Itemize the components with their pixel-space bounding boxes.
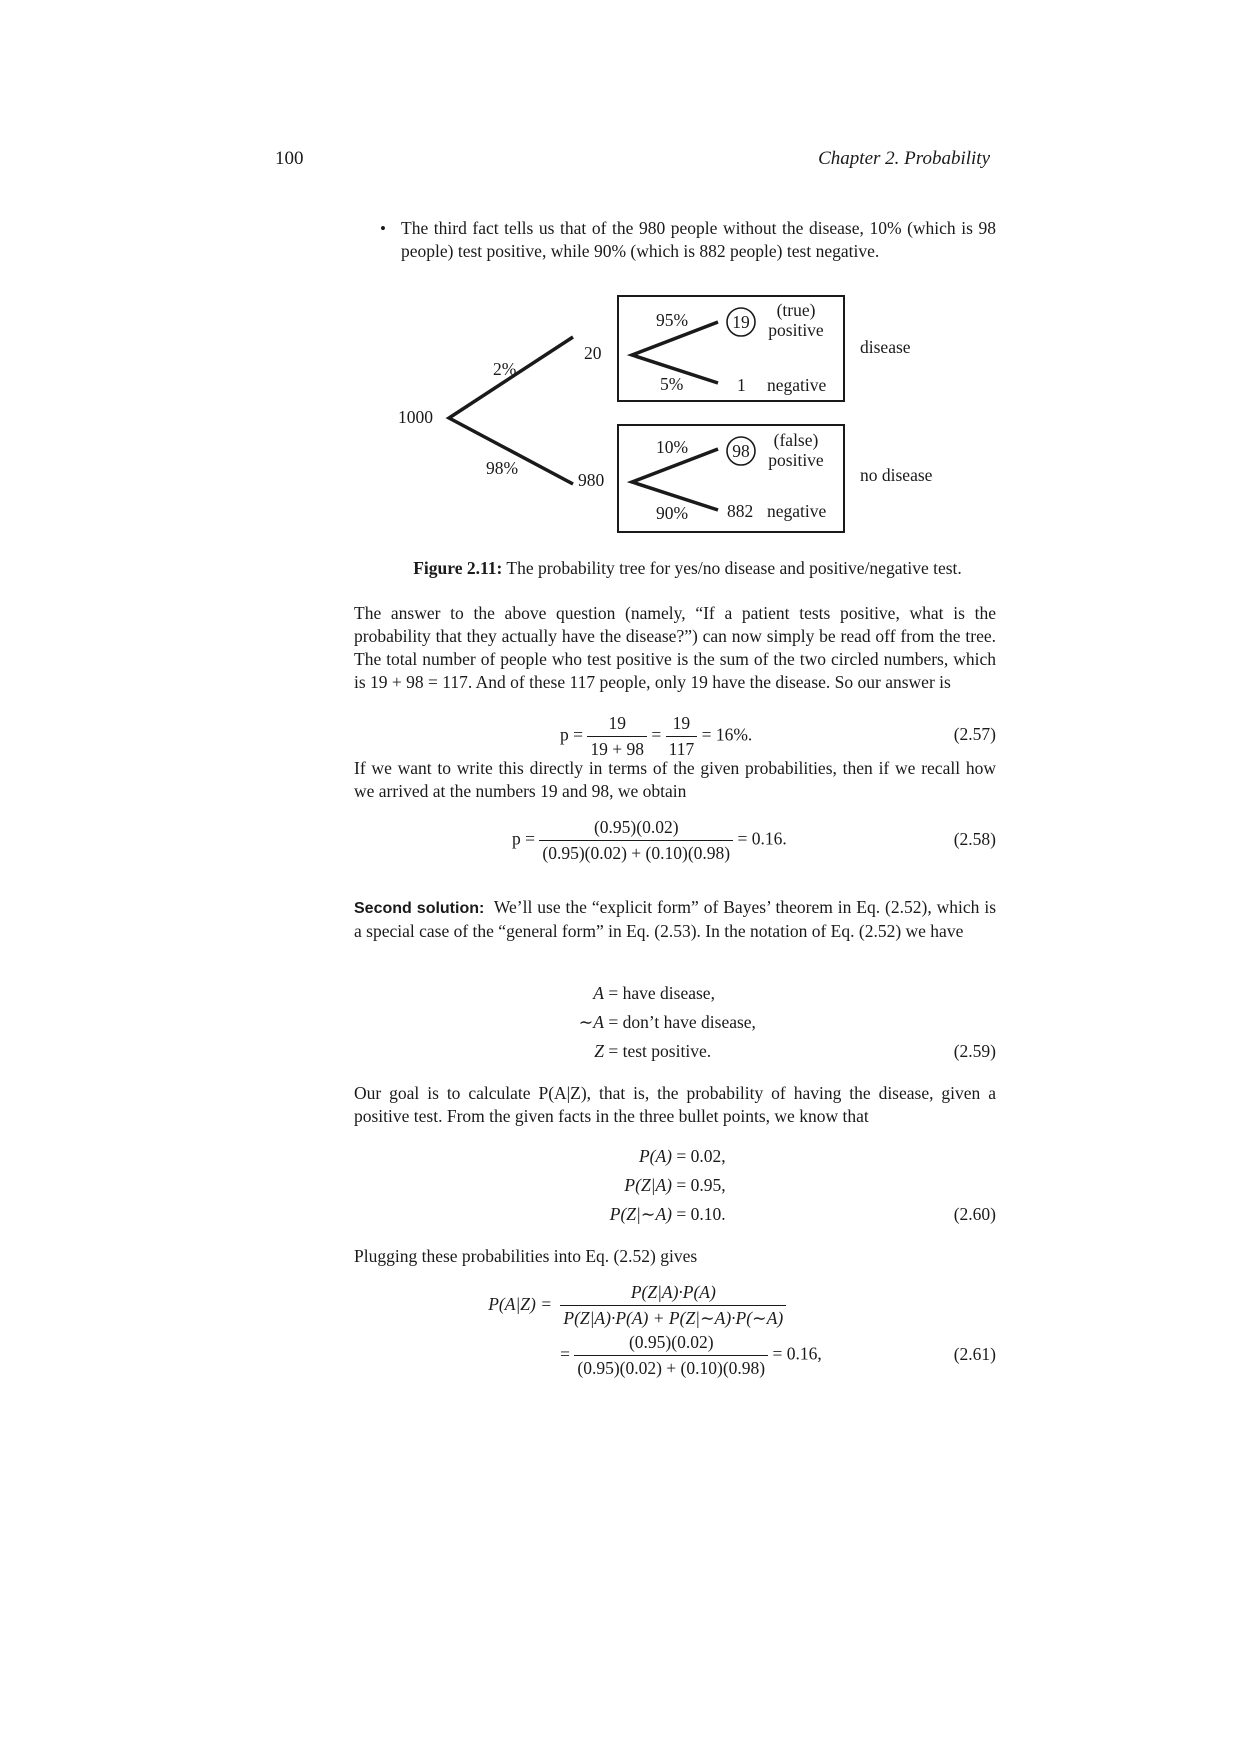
- paragraph-goal: Our goal is to calculate P(A|Z), that is, the probability of having the disease, given a positive test. From the given facts in the three bullet points, we know that: [354, 1083, 996, 1126]
- eq260-row: [582, 1204, 726, 1233]
- equation-2-58: [512, 817, 787, 864]
- second-solution-text: We’ll use the “explicit form” of Bayes’ theorem in Eq. (2.52), which is a special case of the “general form” in Eq. (2.53). In the notation of Eq. (2.52) we have: [354, 897, 997, 941]
- eq261-lhs: P(A|Z) =: [488, 1293, 552, 1314]
- eq260-lhs: P(A): [638, 1146, 672, 1166]
- eq260-lhs: P(Z|∼A): [609, 1204, 672, 1224]
- eq260-row: [582, 1146, 726, 1175]
- disease-negative-label: negative: [767, 375, 827, 395]
- no-disease-group-label: no disease: [860, 465, 933, 485]
- eq261-number: (2.61): [953, 1344, 996, 1364]
- eq260-number: (2.60): [953, 1204, 996, 1224]
- page-number: 100: [275, 148, 304, 169]
- eq259-lhs: A: [593, 983, 604, 1003]
- equation-2-57: [560, 713, 752, 760]
- eq257-fraction-1: [587, 713, 647, 760]
- disease-group-label: disease: [860, 337, 911, 357]
- false-label: (false): [773, 430, 819, 450]
- eq259-row: [560, 1041, 756, 1070]
- eq257-number: (2.57): [953, 724, 996, 744]
- eq259-rhs: = have disease,: [608, 983, 715, 1003]
- no-disease-neg-count: 882: [727, 501, 754, 521]
- no-disease-negative-label: negative: [767, 501, 827, 521]
- tree-root-label: 1000: [398, 407, 433, 427]
- paragraph-direct: If we want to write this directly in terms of the given probabilities, then if we recall how we arrived at the numbers 19 and 98, we obtain: [354, 758, 996, 801]
- eq257-f1-numerator: 19: [587, 713, 647, 737]
- eq261-fraction-symbolic: [560, 1282, 786, 1329]
- eq259-rhs: = don’t have disease,: [608, 1012, 756, 1032]
- eq257-f1-denominator: 19 + 98: [590, 739, 644, 759]
- eq257-fraction-2: [666, 713, 698, 760]
- eq261-denominator-symbolic: P(Z|A)·P(A) + P(Z|∼A)·P(∼A): [563, 1308, 784, 1328]
- eq258-result: = 0.16.: [737, 828, 787, 849]
- figure-caption-label: Figure 2.11:: [413, 558, 503, 578]
- eq259-lhs: ∼A: [578, 1012, 604, 1032]
- equation-2-61-line-2: [550, 1332, 822, 1379]
- eq258-number: (2.58): [953, 829, 996, 849]
- eq261-fraction-numeric: [574, 1332, 768, 1379]
- branch-no-disease-pct: 98%: [486, 458, 519, 478]
- disease-neg-count: 1: [737, 375, 746, 395]
- true-positive-label: positive: [768, 320, 824, 340]
- eq257-f2-denominator: 117: [668, 739, 695, 759]
- disease-count: 20: [584, 343, 602, 363]
- disease-pos-count: 19: [732, 312, 750, 332]
- eq261-result: = 0.16,: [772, 1343, 822, 1364]
- bullet-marker: •: [380, 219, 386, 238]
- equation-2-59: [560, 983, 756, 1070]
- eq258-numerator: (0.95)(0.02): [539, 817, 733, 841]
- probability-tree-figure: [0, 0, 1240, 560]
- no-disease-pos-count: 98: [732, 441, 750, 461]
- eq258-denominator: (0.95)(0.02) + (0.10)(0.98): [542, 843, 731, 863]
- eq258-fraction: [539, 817, 733, 864]
- no-disease-pos-pct: 10%: [656, 437, 689, 457]
- equation-2-61-line-1: [488, 1282, 786, 1329]
- eq257-f2-numerator: 19: [666, 713, 698, 737]
- eq261-numerator-numeric: (0.95)(0.02): [574, 1332, 768, 1356]
- eq261-denominator-numeric: (0.95)(0.02) + (0.10)(0.98): [577, 1358, 766, 1378]
- eq261-numerator-symbolic: P(Z|A)·P(A): [560, 1282, 786, 1306]
- figure-caption-text: The probability tree for yes/no disease and positive/negative test.: [506, 558, 962, 578]
- equation-2-60: [582, 1146, 726, 1233]
- eq259-row: [560, 983, 756, 1012]
- eq257-equals: =: [651, 724, 662, 745]
- bullet-text: The third fact tells us that of the 980 people without the disease, 10% (which is 98 people) test positive, while 90% (which is 882 people) test negative.: [401, 218, 996, 261]
- branch-disease-pct: 2%: [493, 359, 517, 379]
- disease-neg-pct: 5%: [660, 374, 684, 394]
- paragraph-plugging: Plugging these probabilities into Eq. (2.52) gives: [354, 1246, 698, 1266]
- no-disease-subbranch-lines: [632, 449, 718, 510]
- eq260-rhs: = 0.10.: [676, 1204, 726, 1224]
- eq260-row: [582, 1175, 726, 1204]
- eq257-result: = 16%.: [701, 724, 753, 745]
- no-disease-neg-pct: 90%: [656, 503, 689, 523]
- second-solution-lead: Second solution:: [354, 900, 485, 917]
- eq259-lhs: Z: [594, 1041, 604, 1061]
- second-solution-paragraph: [354, 896, 996, 943]
- eq258-lhs: p =: [512, 828, 535, 849]
- eq259-rhs: = test positive.: [608, 1041, 712, 1061]
- eq259-row: [560, 1012, 756, 1041]
- eq260-lhs: P(Z|A): [624, 1175, 672, 1195]
- eq260-rhs: = 0.95,: [676, 1175, 726, 1195]
- eq257-lhs: p =: [560, 724, 583, 745]
- figure-caption: [380, 558, 995, 579]
- no-disease-count: 980: [578, 470, 605, 490]
- eq261-equals: =: [560, 1343, 570, 1364]
- chapter-title: Chapter 2. Probability: [818, 148, 990, 169]
- false-positive-label: positive: [768, 450, 824, 470]
- disease-pos-pct: 95%: [656, 310, 689, 330]
- eq259-number: (2.59): [953, 1041, 996, 1061]
- paragraph-answer: The answer to the above question (namely, “If a patient tests positive, what is the probability that they actually have the disease?”) can now simply be read off from the tree. The total number of people who test positive is the sum of the two circled numbers, which is 19 + 98 = 117. And of these 117 people, only 19 have the disease. So our answer is: [354, 603, 996, 692]
- eq260-rhs: = 0.02,: [676, 1146, 726, 1166]
- true-label: (true): [776, 300, 816, 320]
